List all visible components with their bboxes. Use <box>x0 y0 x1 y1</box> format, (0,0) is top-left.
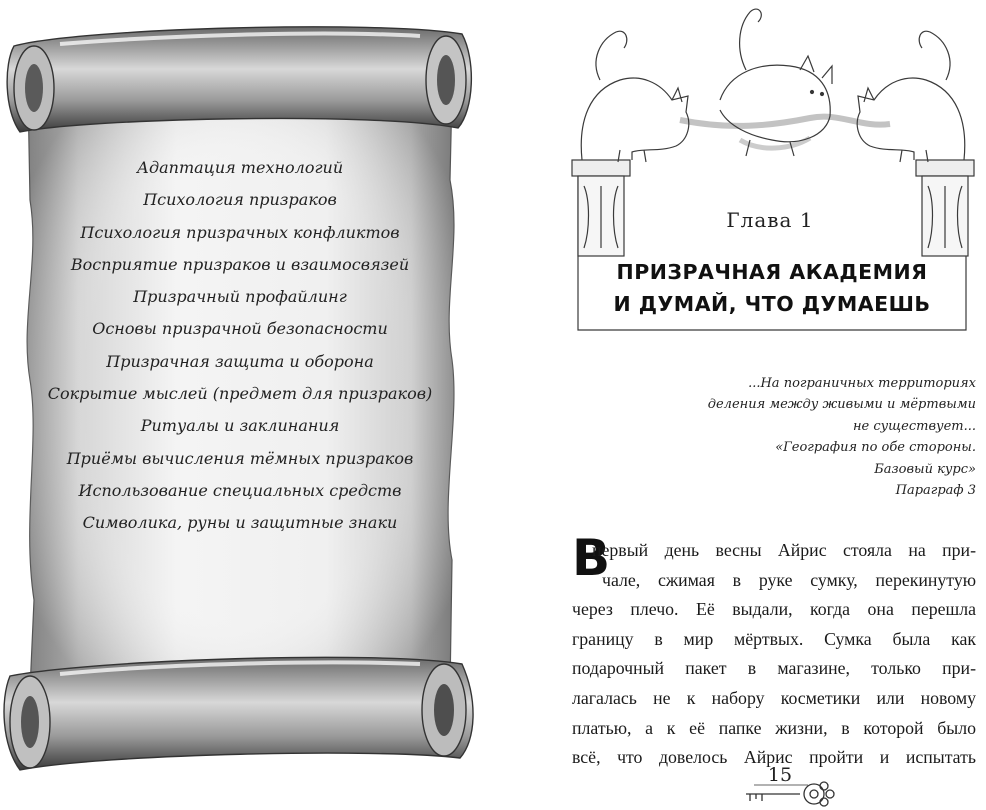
body-line: платью, а к её папке жизни, в которой было <box>572 717 976 738</box>
list-item: Приёмы вычисления тёмных призраков <box>66 448 414 468</box>
drop-cap: В <box>572 529 611 587</box>
chapter-title-line: ПРИЗРАЧНАЯ АКАДЕМИЯ <box>616 260 928 284</box>
epigraph-source-line: «География по обе стороны. <box>775 440 976 456</box>
body-line: лагалась не к набору косметики или новому <box>572 687 976 708</box>
list-item: Символика, руны и защитные знаки <box>82 513 398 533</box>
epigraph-quote-line: ...На пограничных территориях <box>748 376 976 391</box>
chapter-label: Глава 1 <box>726 208 814 232</box>
list-item: Психология призрачных конфликтов <box>80 222 400 242</box>
chapter-title <box>612 256 932 320</box>
subject-list <box>40 152 440 540</box>
epigraph <box>660 373 976 501</box>
epigraph-source-line: Параграф 3 <box>895 483 976 499</box>
list-item: Призрачный профайлинг <box>133 287 347 307</box>
body-paragraph <box>572 529 976 773</box>
epigraph-quote-line: не существует... <box>852 418 976 434</box>
epigraph-quote-line: деления между живыми и мёртвыми <box>707 397 976 413</box>
page-number: 15 <box>767 764 793 786</box>
list-item: Восприятие призраков и взаимосвязей <box>70 254 410 274</box>
body-line: подарочный пакет в магазине, только при- <box>572 658 976 679</box>
body-line: границу в мир мёртвых. Сумка была как <box>572 628 976 649</box>
body-line: чале, сжимая в руке сумку, перекинутую <box>602 569 976 590</box>
list-item: Сокрытие мыслей (предмет для призраков) <box>47 384 433 404</box>
list-item: Адаптация технологий <box>136 158 344 177</box>
list-item: Призрачная защита и оборона <box>106 351 374 371</box>
list-item: Психология призраков <box>143 190 337 210</box>
scroll-page <box>0 0 480 810</box>
list-item: Использование специальных средств <box>78 480 402 500</box>
body-line: первый день весны Айрис стояла на при- <box>592 540 976 560</box>
list-item: Ритуалы и заклинания <box>140 416 340 436</box>
body-line: через плечо. Её выдали, когда она перешла <box>572 599 976 620</box>
body-line: всё, что довелось Айрис пройти и испытать <box>572 747 976 768</box>
list-item: Основы призрачной безопасности <box>92 319 388 339</box>
epigraph-source-line: Базовый курс» <box>874 461 976 477</box>
chapter-title-line: И ДУМАЙ, ЧТО ДУМАЕШЬ <box>613 292 931 316</box>
